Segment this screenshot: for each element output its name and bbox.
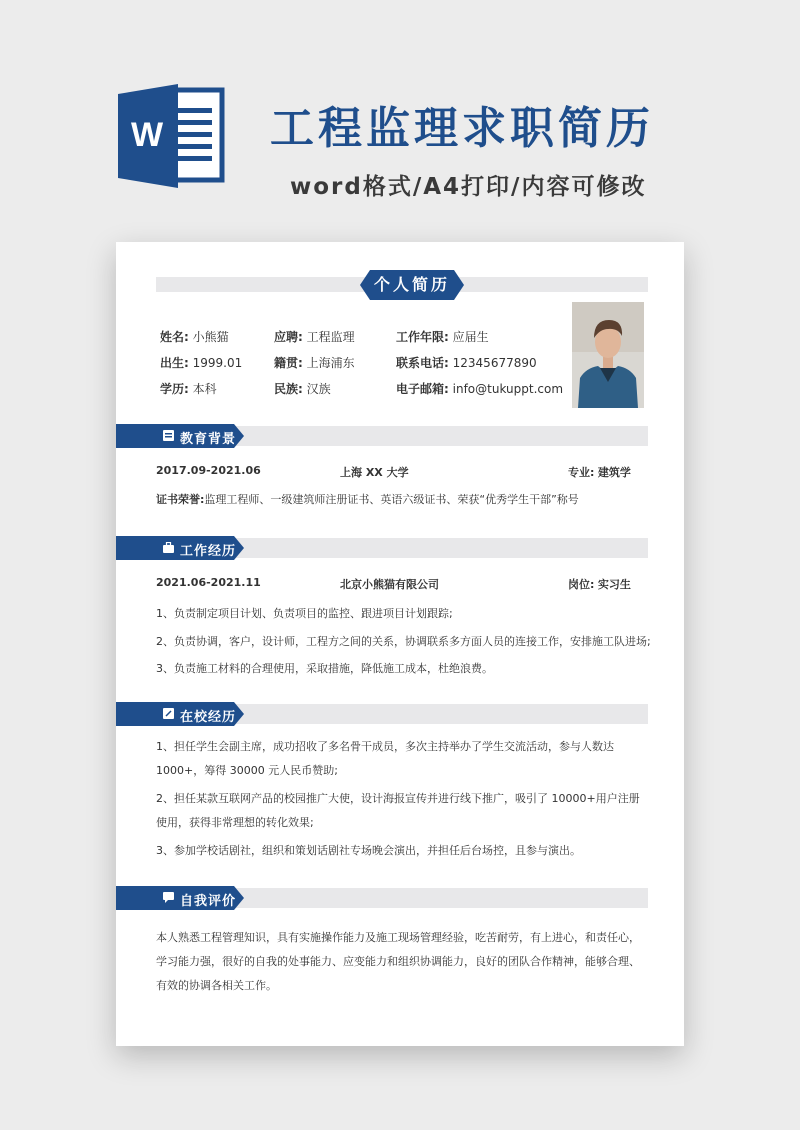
resume-paper bbox=[116, 242, 684, 1046]
info-origin: 籍贯: 上海浦东 bbox=[274, 356, 355, 370]
edit-icon bbox=[163, 708, 174, 719]
school-title: 在校经历 bbox=[180, 710, 237, 725]
info-email: 电子邮箱: info@tukuppt.com bbox=[396, 382, 564, 396]
info-name: 姓名: 小熊猫 bbox=[160, 330, 229, 344]
education-title: 教育背景 bbox=[180, 432, 237, 447]
avatar bbox=[572, 302, 644, 408]
education-school: 上海 XX 大学 bbox=[340, 466, 409, 479]
self-tag bbox=[116, 886, 244, 910]
self-evaluation: 本人熟悉工程管理知识，具有实施操作能力及施工现场管理经验，吃苦耐劳，有上进心，和责任心，学习能力强，很好的自我的处事能力、应变能力和组织协调能力，良好的团队合作精神，能够合理、有效的协调各相关工作。 bbox=[156, 931, 640, 992]
info-position: 应聘: 工程监理 bbox=[274, 330, 355, 344]
work-role: 岗位: 实习生 bbox=[568, 578, 631, 591]
resume-heading-tag bbox=[360, 270, 464, 300]
work-item-3: 3、负责施工材料的合理使用，采取措施，降低施工成本，杜绝浪费。 bbox=[156, 662, 493, 675]
school-item-2: 2、担任某款互联网产品的校园推广大使，设计海报宣传并进行线下推广，吸引了 10000+用户注册使用，获得非常理想的转化效果; bbox=[156, 792, 640, 829]
info-education: 学历: 本科 bbox=[160, 382, 217, 396]
page-title: 工程监理求职简历 bbox=[270, 103, 654, 154]
page-header bbox=[0, 0, 800, 240]
resume-heading: 个人简历 bbox=[373, 275, 450, 294]
comment-icon bbox=[163, 892, 174, 903]
education-certs: 证书荣誉:监理工程师、一级建筑师注册证书、英语六级证书、荣获“优秀学生干部”称号 bbox=[156, 493, 579, 506]
svg-text:W: W bbox=[130, 116, 164, 154]
info-birth: 出生: 1999.01 bbox=[160, 356, 243, 370]
school-item-3: 3、参加学校话剧社，组织和策划话剧社专场晚会演出，并担任后台场控，且参与演出。 bbox=[156, 844, 581, 857]
work-item-1: 1、负责制定项目计划、负责项目的监控、跟进项目计划跟踪; bbox=[156, 607, 453, 620]
briefcase-icon bbox=[163, 542, 174, 553]
school-item-1: 1、担任学生会副主席，成功招收了多名骨干成员，多次主持举办了学生交流活动，参与人数达 1000+，筹得 30000 元人民币赞助; bbox=[156, 740, 614, 777]
work-item-2: 2、负责协调，客户，设计师，工程方之间的关系，协调联系多方面人员的连接工作，安排施工队进场; bbox=[156, 635, 651, 648]
work-period: 2021.06-2021.11 bbox=[156, 576, 261, 589]
school-tag bbox=[116, 702, 244, 726]
info-phone: 联系电话: 12345677890 bbox=[396, 356, 537, 370]
self-title: 自我评价 bbox=[180, 894, 237, 909]
education-tag bbox=[116, 424, 244, 448]
education-period: 2017.09-2021.06 bbox=[156, 464, 261, 477]
book-icon bbox=[163, 430, 174, 441]
info-ethnic: 民族: 汉族 bbox=[274, 382, 331, 396]
work-company: 北京小熊猫有限公司 bbox=[340, 578, 439, 591]
work-tag bbox=[116, 536, 244, 560]
work-title: 工作经历 bbox=[180, 544, 237, 559]
education-major: 专业: 建筑学 bbox=[568, 466, 631, 479]
info-years: 工作年限: 应届生 bbox=[396, 330, 489, 344]
word-document-icon bbox=[118, 84, 226, 188]
page-subtitle: word格式/A4打印/内容可修改 bbox=[290, 174, 647, 200]
